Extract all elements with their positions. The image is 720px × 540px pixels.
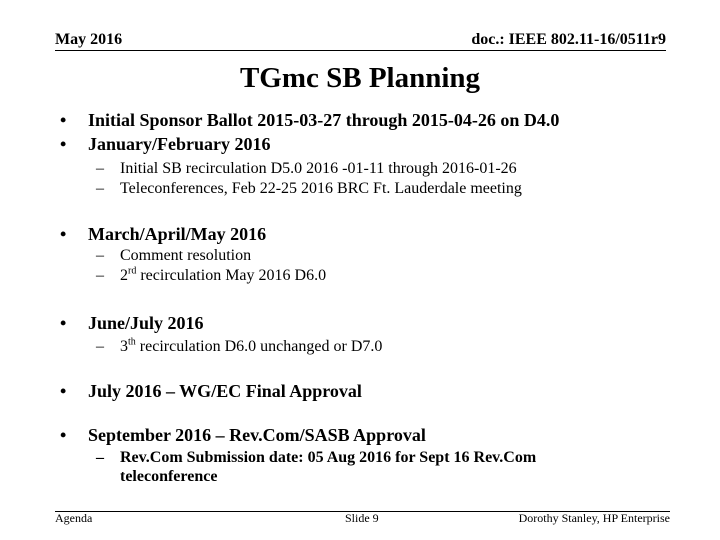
sub-bullet-text: Initial SB recirculation D5.0 2016 -01-11 through 2016-01-26 [120, 160, 517, 177]
bullet-jan-feb [60, 134, 271, 155]
sub-bullet-dash: – [96, 449, 104, 466]
sub-bullet-dash: – [96, 247, 104, 264]
bullet-dot: • [60, 381, 67, 401]
bullet-text: July 2016 – WG/EC Final Approval [88, 381, 362, 401]
header-date: May 2016 [55, 31, 123, 48]
sub-bullet-dash: – [96, 160, 104, 177]
bullet-text: Initial Sponsor Ballot 2015-03-27 through 2015-04-26 on D4.0 [88, 110, 560, 130]
bullet-dot: • [60, 425, 67, 445]
bullet-dot: • [60, 134, 67, 154]
subbullet-revcom-submission [96, 448, 536, 467]
bullet-text: June/July 2016 [88, 313, 204, 333]
bullet-text: January/February 2016 [88, 134, 271, 154]
subbullet-2rd-recirc [96, 267, 326, 285]
bullet-dot: • [60, 224, 67, 244]
sub-bullet-text: Teleconferences, Feb 22-25 2016 BRC Ft. Lauderdale meeting [120, 180, 522, 197]
subbullet-teleconferences [96, 180, 522, 198]
bullet-mar-apr-may [60, 224, 266, 245]
sub-bullet-text: 3th recirculation D6.0 unchanged or D7.0 [120, 336, 383, 355]
bullet-text: September 2016 – Rev.Com/SASB Approval [88, 425, 426, 445]
bullet-jun-jul [60, 313, 204, 334]
sub-bullet-dash: – [96, 267, 104, 284]
subbullet-revcom-submission-cont: teleconference [120, 468, 218, 485]
sub-bullet-text: Comment resolution [120, 247, 252, 264]
footer-slide-number: Slide 9 [345, 511, 379, 525]
subbullet-3th-recirc [96, 338, 382, 356]
footer-author: Dorothy Stanley, HP Enterprise [518, 511, 670, 525]
sub-bullet-dash: – [96, 338, 104, 355]
bullet-dot: • [60, 110, 67, 130]
bullet-revcom-approval [60, 425, 426, 446]
bullet-text: March/April/May 2016 [88, 224, 267, 244]
footer-left: Agenda [55, 511, 93, 525]
slide-title: TGmc SB Planning [239, 62, 481, 94]
header-divider [55, 50, 666, 51]
bullet-wg-ec-approval [60, 381, 362, 402]
sub-bullet-text: Rev.Com Submission date: 05 Aug 2016 for Sept 16 Rev.Com [120, 449, 537, 466]
bullet-dot: • [60, 313, 67, 333]
subbullet-initial-recirc [96, 160, 517, 178]
header-doc-number: doc.: IEEE 802.11-16/0511r9 [471, 31, 666, 48]
subbullet-comment-resolution [96, 247, 251, 265]
sub-bullet-text: 2rd recirculation May 2016 D6.0 [120, 265, 327, 284]
sub-bullet-dash: – [96, 180, 104, 197]
bullet-initial-ballot [60, 110, 559, 131]
